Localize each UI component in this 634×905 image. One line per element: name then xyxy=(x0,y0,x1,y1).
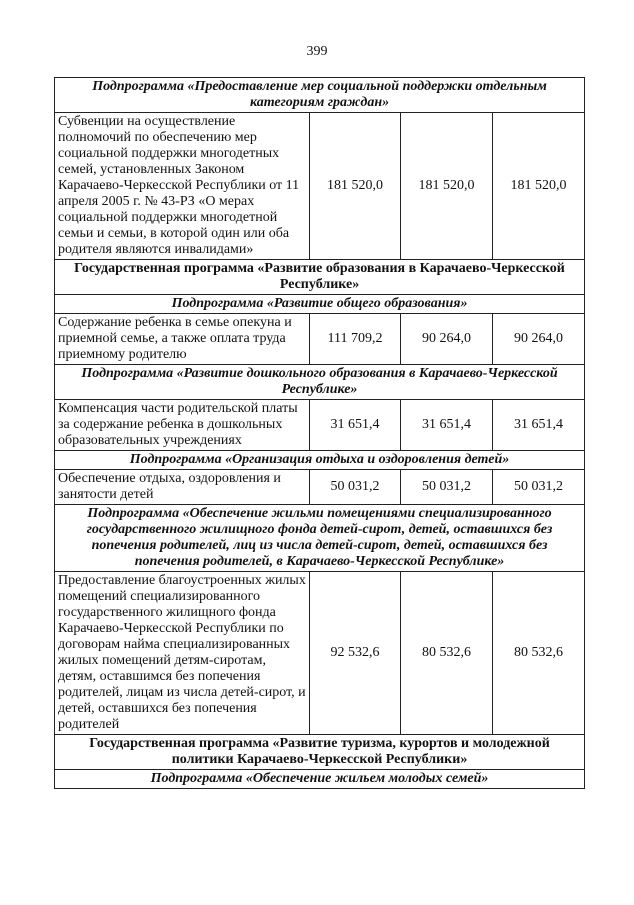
table-row xyxy=(55,572,585,735)
row-description: Компенсация части родительской платы за содержание ребенка в дошкольных образовательных учреждениях xyxy=(55,400,310,451)
row-value-1: 181 520,0 xyxy=(310,113,401,260)
budget-table-body xyxy=(55,78,585,789)
row-value-1: 111 709,2 xyxy=(310,314,401,365)
subprogram-header-row xyxy=(55,78,585,113)
row-value-1: 92 532,6 xyxy=(310,572,401,735)
row-value-3: 50 031,2 xyxy=(493,470,585,505)
subprogram-header-row xyxy=(55,505,585,572)
row-value-3: 90 264,0 xyxy=(493,314,585,365)
row-value-2: 80 532,6 xyxy=(401,572,493,735)
table-row xyxy=(55,400,585,451)
table-row xyxy=(55,470,585,505)
subprogram-title: Подпрограмма «Развитие общего образования» xyxy=(55,295,585,314)
row-value-3: 181 520,0 xyxy=(493,113,585,260)
page-number: 399 xyxy=(306,44,328,59)
subprogram-header-row xyxy=(55,770,585,789)
subprogram-header-row xyxy=(55,295,585,314)
subprogram-title: Подпрограмма «Обеспечение жильем молодых семей» xyxy=(55,770,585,789)
row-description: Предоставление благоустроенных жилых помещений специализированного государственного жилищного фонда Карачаево-Черкесской Республики по договорам найма специализированных жилых помещений детям-сиротам, детям, оставшимся без попечения родителей, лицам из числа детей-сирот, и детей, оставшихся без попечения родителей xyxy=(55,572,310,735)
program-title: Государственная программа «Развитие образования в Карачаево-Черкесской Республике» xyxy=(55,260,585,295)
row-value-1: 31 651,4 xyxy=(310,400,401,451)
subprogram-header-row xyxy=(55,365,585,400)
table-row xyxy=(55,113,585,260)
program-title: Государственная программа «Развитие туризма, курортов и молодежной политики Карачаево-Черкесской Республики» xyxy=(55,735,585,770)
row-value-2: 50 031,2 xyxy=(401,470,493,505)
subprogram-title: Подпрограмма «Обеспечение жильми помещениями специализированного государственного жилищного фонда детей-сирот, детей, оставшихся без попечения родителей, лиц из числа детей-сирот, детей, оставшихся без попечения родителей, в Карачаево-Черкесской Республике» xyxy=(55,505,585,572)
row-value-2: 31 651,4 xyxy=(401,400,493,451)
subprogram-header-row xyxy=(55,451,585,470)
subprogram-title: Подпрограмма «Организация отдыха и оздоровления детей» xyxy=(55,451,585,470)
row-description: Субвенции на осуществление полномочий по обеспечению мер социальной поддержки многодетных семей, установленных Законом Карачаево-Черкесской Республики от 11 апреля 2005 г. № 43-РЗ «О мерах социальной поддержки многодетной семьи и семьи, в которой один или оба родителя являются инвалидами» xyxy=(55,113,310,260)
subprogram-title: Подпрограмма «Развитие дошкольного образования в Карачаево-Черкесской Республике» xyxy=(55,365,585,400)
row-value-1: 50 031,2 xyxy=(310,470,401,505)
row-description: Обеспечение отдыха, оздоровления и занятости детей xyxy=(55,470,310,505)
budget-table xyxy=(54,77,585,789)
row-description: Содержание ребенка в семье опекуна и приемной семье, а также оплата труда приемному родителю xyxy=(55,314,310,365)
row-value-2: 90 264,0 xyxy=(401,314,493,365)
program-header-row xyxy=(55,260,585,295)
program-header-row xyxy=(55,735,585,770)
row-value-3: 31 651,4 xyxy=(493,400,585,451)
table-row xyxy=(55,314,585,365)
row-value-2: 181 520,0 xyxy=(401,113,493,260)
row-value-3: 80 532,6 xyxy=(493,572,585,735)
subprogram-title: Подпрограмма «Предоставление мер социальной поддержки отдельным категориям граждан» xyxy=(55,78,585,113)
